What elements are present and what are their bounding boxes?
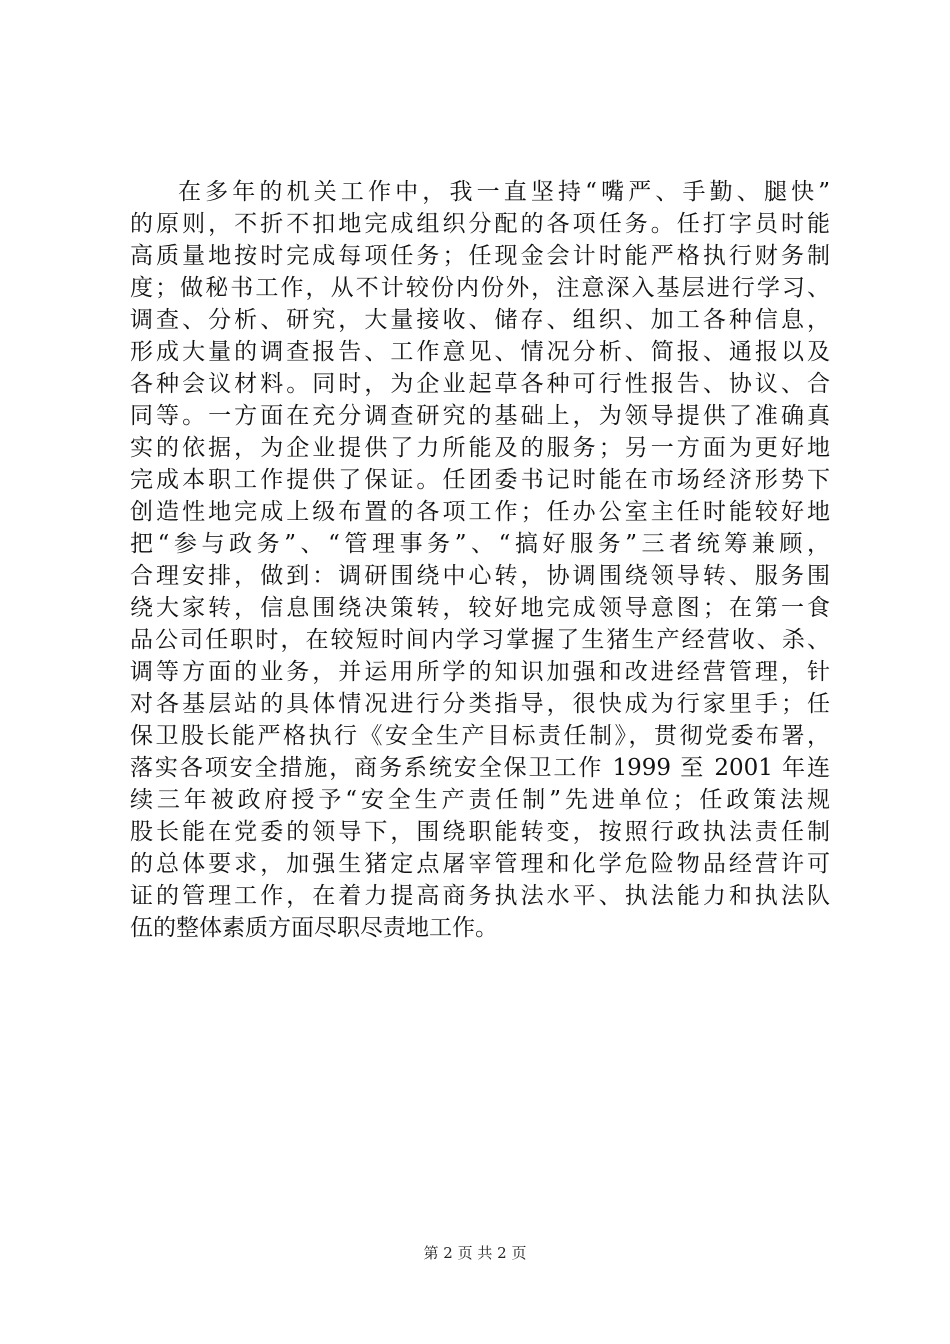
paragraph-line: 合理安排，做到：调研围绕中心转，协调围绕领导转、服务围 bbox=[130, 563, 830, 589]
paragraph-line: 完成本职工作提供了保证。任团委书记时能在市场经济形势下 bbox=[130, 467, 830, 493]
paragraph-line: 保卫股长能严格执行《安全生产目标责任制》，贯彻党委布署， bbox=[130, 723, 830, 749]
body-paragraph bbox=[130, 176, 830, 944]
paragraph-line: 各种会议材料。同时，为企业起草各种可行性报告、协议、合 bbox=[130, 371, 830, 397]
paragraph-line: 落实各项安全措施，商务系统安全保卫工作 1999 至 2001 年连 bbox=[130, 755, 830, 781]
paragraph-line: 度；做秘书工作，从不计较份内份外，注意深入基层进行学习、 bbox=[130, 275, 830, 301]
paragraph-line: 品公司任职时，在较短时间内学习掌握了生猪生产经营收、杀、 bbox=[130, 627, 830, 653]
paragraph-line: 伍的整体素质方面尽职尽责地工作。 bbox=[130, 915, 498, 941]
paragraph-line: 的原则，不折不扣地完成组织分配的各项任务。任打字员时能 bbox=[130, 211, 830, 237]
paragraph-line: 形成大量的调查报告、工作意见、情况分析、简报、通报以及 bbox=[130, 339, 830, 365]
paragraph-line: 创造性地完成上级布置的各项工作；任办公室主任时能较好地 bbox=[130, 499, 830, 525]
paragraph-line: 实的依据，为企业提供了力所能及的服务；另一方面为更好地 bbox=[130, 435, 830, 461]
paragraph-line: 对各基层站的具体情况进行分类指导，很快成为行家里手；任 bbox=[130, 691, 830, 717]
paragraph-line: 续三年被政府授予“安全生产责任制”先进单位；任政策法规 bbox=[130, 787, 830, 813]
paragraph-line: 同等。一方面在充分调查研究的基础上，为领导提供了准确真 bbox=[130, 403, 830, 429]
paragraph-line: 调等方面的业务，并运用所学的知识加强和改进经营管理，针 bbox=[130, 659, 830, 685]
paragraph-line: 证的管理工作，在着力提高商务执法水平、执法能力和执法队 bbox=[130, 883, 830, 909]
paragraph-line: 股长能在党委的领导下，围绕职能转变，按照行政执法责任制 bbox=[130, 819, 830, 845]
paragraph-line: 调查、分析、研究，大量接收、储存、组织、加工各种信息， bbox=[130, 307, 830, 333]
paragraph-line: 把“参与政务”、“管理事务”、“搞好服务”三者统筹兼顾， bbox=[130, 531, 830, 557]
paragraph-line: 在多年的机关工作中，我一直坚持“嘴严、手勤、腿快” bbox=[178, 179, 830, 205]
paragraph-line: 绕大家转，信息围绕决策转，较好地完成领导意图；在第一食 bbox=[130, 595, 830, 621]
paragraph-line: 的总体要求，加强生猪定点屠宰管理和化学危险物品经营许可 bbox=[130, 851, 830, 877]
page-number-footer: 第 2 页 共 2 页 bbox=[423, 1244, 527, 1262]
paragraph-line: 高质量地按时完成每项任务；任现金会计时能严格执行财务制 bbox=[130, 243, 830, 269]
